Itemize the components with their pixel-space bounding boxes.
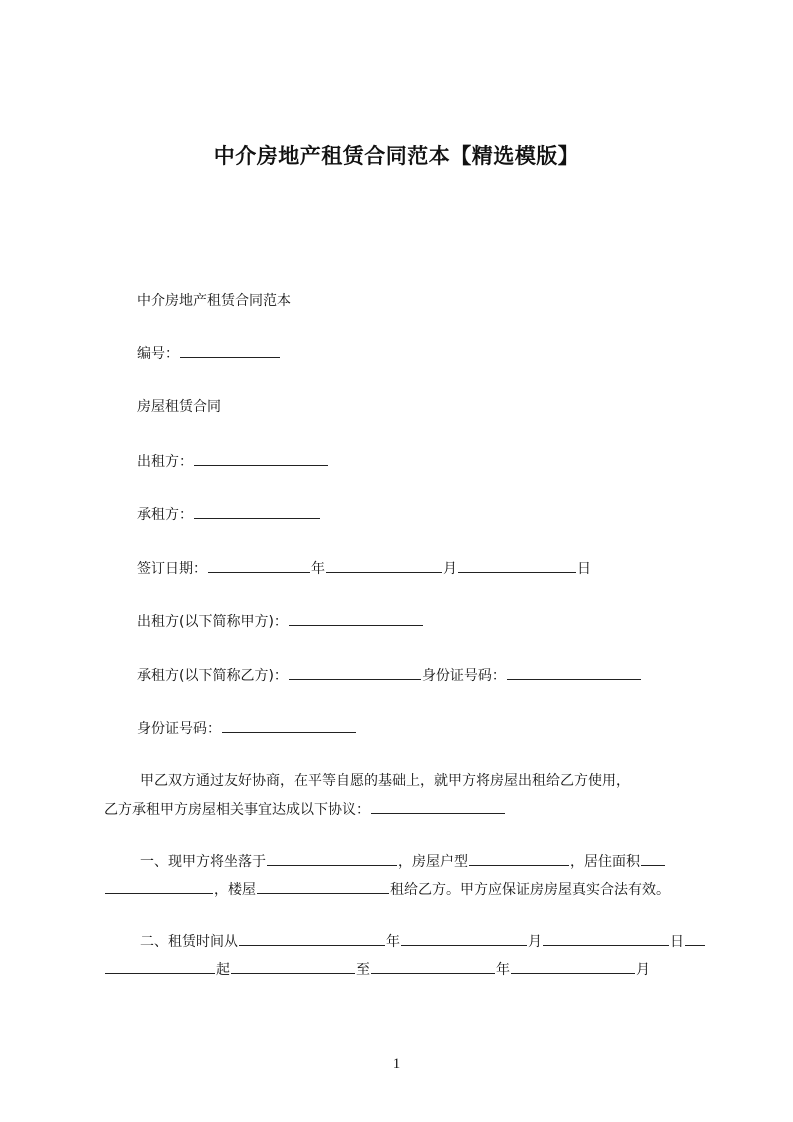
document-title: 中介房地产租赁合同范本【精选模版】 — [213, 144, 580, 168]
intro-line-2-text: 乙方承租甲方房屋相关事宜达成以下协议： — [104, 802, 370, 818]
sign-month-blank — [326, 558, 442, 573]
clause1-line-1 — [140, 851, 740, 872]
clause2-from-year-blank — [239, 931, 385, 946]
lessee-line — [137, 504, 321, 525]
clause1-part2: ，房屋户型 — [398, 854, 468, 870]
clause2-from: 起 — [216, 962, 230, 978]
contract-heading: 房屋租赁合同 — [137, 399, 221, 415]
intro-line-2 — [104, 799, 704, 820]
party-a-label: 出租方(以下简称甲方)： — [137, 614, 288, 630]
sign-date-line — [137, 558, 591, 579]
clause2-line-1 — [140, 931, 740, 952]
clause1-part1: 一、现甲方将坐落于 — [140, 854, 266, 870]
intro-line-1: 甲乙双方通过友好协商，在平等自愿的基础上，就甲方将房屋出租给乙方使用， — [140, 773, 630, 789]
clause2-to: 至 — [356, 962, 370, 978]
clause2-month: 月 — [528, 934, 542, 950]
clause2-day: 日 — [670, 934, 684, 950]
lessor-blank — [194, 451, 328, 466]
clause1-part3: ，居住面积 — [570, 854, 640, 870]
clause2-part1: 二、租赁时间从 — [140, 934, 238, 950]
contract-number-blank — [180, 343, 280, 358]
sign-year-label: 年 — [311, 561, 325, 577]
lessee-label: 承租方： — [137, 507, 193, 523]
clause2-line-2 — [104, 959, 704, 980]
id-number-line — [137, 718, 357, 739]
clause2-year2: 年 — [496, 962, 510, 978]
sign-month-label: 月 — [443, 561, 457, 577]
party-b-line — [137, 665, 642, 686]
party-b-id-blank — [507, 665, 641, 680]
lessor-line — [137, 451, 329, 472]
party-b-id-label: 身份证号码： — [421, 668, 506, 684]
party-a-blank — [289, 611, 423, 626]
clause1-area-blank — [641, 851, 665, 866]
clause2-from-blank — [231, 959, 355, 974]
clause1-location-blank — [267, 851, 397, 866]
clause2-year: 年 — [386, 934, 400, 950]
sign-day-blank — [458, 558, 576, 573]
clause2-to-month-blank — [511, 959, 635, 974]
party-a-line — [137, 611, 424, 632]
clause2-to-year-blank — [371, 959, 495, 974]
clause1-line-2 — [104, 879, 704, 900]
contract-subtitle: 中介房地产租赁合同范本 — [137, 293, 291, 309]
contract-number-label: 编号： — [137, 346, 179, 362]
party-b-label: 承租方(以下简称乙方)： — [137, 668, 288, 684]
clause1-floor-blank — [257, 879, 389, 894]
clause2-from-month-blank — [401, 931, 527, 946]
clause1-area-blank-cont — [105, 879, 213, 894]
sign-year-blank — [208, 558, 310, 573]
clause2-from-day-blank — [543, 931, 669, 946]
id-number-label: 身份证号码： — [137, 721, 221, 737]
sign-day-label: 日 — [577, 561, 591, 577]
clause1-part5: 租给乙方。甲方应保证房房屋真实合法有效。 — [390, 882, 670, 898]
contract-number-line — [137, 343, 281, 364]
lessor-label: 出租方： — [137, 454, 193, 470]
sign-date-label: 签订日期： — [137, 561, 207, 577]
party-b-blank — [289, 665, 421, 680]
lessee-blank — [194, 504, 320, 519]
clause1-type-blank — [469, 851, 569, 866]
page-number: 1 — [392, 1056, 401, 1072]
clause2-cont-blank — [105, 959, 215, 974]
id-number-blank — [222, 718, 356, 733]
clause2-trailing-blank — [685, 931, 705, 946]
clause1-part4: ，楼屋 — [214, 882, 256, 898]
clause2-month2: 月 — [636, 962, 650, 978]
intro-blank — [371, 799, 505, 814]
